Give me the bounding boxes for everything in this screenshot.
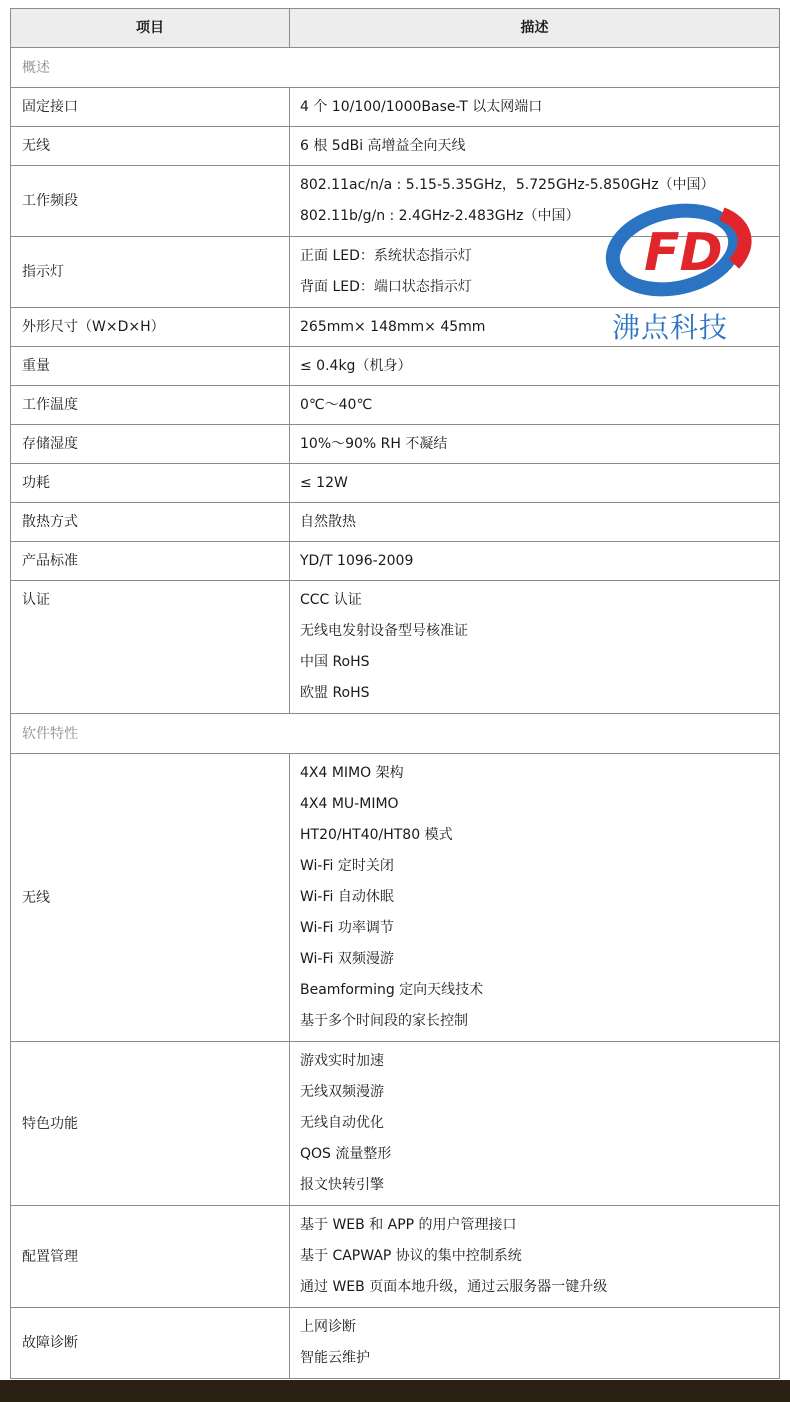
section-title: 概述 bbox=[11, 48, 780, 88]
description-line: 4X4 MIMO 架构 bbox=[300, 765, 404, 781]
row-label: 认证 bbox=[11, 581, 290, 714]
table-row bbox=[11, 347, 780, 386]
table-row bbox=[11, 464, 780, 503]
table-row bbox=[11, 503, 780, 542]
row-description bbox=[290, 425, 780, 464]
table-row bbox=[11, 1206, 780, 1308]
description-line: 4X4 MU-MIMO bbox=[300, 796, 399, 812]
description-line: 802.11b/g/n : 2.4GHz-2.483GHz（中国） bbox=[300, 208, 580, 224]
description-line: 欧盟 RoHS bbox=[300, 685, 370, 701]
description-line: QOS 流量整形 bbox=[300, 1146, 392, 1162]
description-line: 4 个 10/100/1000Base-T 以太网端口 bbox=[300, 98, 543, 115]
description-line: 265mm× 148mm× 45mm bbox=[300, 318, 486, 335]
section-title: 软件特性 bbox=[11, 714, 780, 754]
row-label: 无线 bbox=[11, 754, 290, 1042]
row-description bbox=[290, 581, 780, 714]
table-row bbox=[11, 581, 780, 714]
row-description bbox=[290, 1308, 780, 1379]
row-label: 配置管理 bbox=[11, 1206, 290, 1308]
row-label: 功耗 bbox=[11, 464, 290, 503]
description-line: ≤ 0.4kg（机身） bbox=[300, 357, 412, 374]
description-line: 报文快转引擎 bbox=[300, 1177, 384, 1193]
description-line: 通过 WEB 页面本地升级，通过云服务器一键升级 bbox=[300, 1279, 608, 1295]
table-row bbox=[11, 542, 780, 581]
row-label: 故障诊断 bbox=[11, 1308, 290, 1379]
header-desc: 描述 bbox=[290, 9, 780, 48]
row-label: 工作频段 bbox=[11, 166, 290, 237]
row-description bbox=[290, 88, 780, 127]
description-line: 802.11ac/n/a : 5.15-5.35GHz，5.725GHz-5.850GHz（中国） bbox=[300, 177, 715, 193]
description-line: Beamforming 定向天线技术 bbox=[300, 982, 484, 998]
table-row bbox=[11, 386, 780, 425]
header-item: 项目 bbox=[11, 9, 290, 48]
row-label: 无线 bbox=[11, 127, 290, 166]
description-line: Wi-Fi 双频漫游 bbox=[300, 951, 394, 967]
row-description bbox=[290, 1042, 780, 1206]
table-header-row bbox=[11, 9, 780, 48]
row-description bbox=[290, 127, 780, 166]
row-label: 存储湿度 bbox=[11, 425, 290, 464]
row-label: 散热方式 bbox=[11, 503, 290, 542]
description-line: 上网诊断 bbox=[300, 1319, 356, 1335]
watermark-text: 沸点科技 bbox=[612, 311, 729, 344]
table-row bbox=[11, 425, 780, 464]
description-line: 0℃～40℃ bbox=[300, 396, 373, 413]
row-label: 指示灯 bbox=[11, 237, 290, 308]
description-line: 智能云维护 bbox=[300, 1350, 370, 1366]
description-line: 自然散热 bbox=[300, 513, 356, 530]
description-line: 游戏实时加速 bbox=[300, 1053, 384, 1069]
row-label: 固定接口 bbox=[11, 88, 290, 127]
row-description bbox=[290, 386, 780, 425]
row-label: 产品标准 bbox=[11, 542, 290, 581]
row-description bbox=[290, 1206, 780, 1308]
row-description bbox=[290, 754, 780, 1042]
description-line: YD/T 1096-2009 bbox=[300, 552, 414, 569]
fd-logo-letters: FD bbox=[644, 223, 723, 283]
row-description bbox=[290, 347, 780, 386]
table-row bbox=[11, 88, 780, 127]
row-label: 工作温度 bbox=[11, 386, 290, 425]
table-row bbox=[11, 1042, 780, 1206]
section-row bbox=[11, 48, 780, 88]
description-line: Wi-Fi 功率调节 bbox=[300, 920, 394, 936]
description-line: 中国 RoHS bbox=[300, 654, 370, 670]
table-row bbox=[11, 754, 780, 1042]
description-line: 背面 LED：端口状态指示灯 bbox=[300, 279, 472, 295]
description-line: 基于 WEB 和 APP 的用户管理接口 bbox=[300, 1217, 517, 1233]
description-line: 10%～90% RH 不凝结 bbox=[300, 435, 448, 452]
table-row bbox=[11, 1308, 780, 1379]
row-description bbox=[290, 503, 780, 542]
description-line: 6 根 5dBi 高增益全向天线 bbox=[300, 137, 466, 154]
row-label: 外形尺寸（W×D×H） bbox=[11, 308, 290, 347]
section-row bbox=[11, 714, 780, 754]
row-description bbox=[290, 542, 780, 581]
description-line: 无线电发射设备型号核准证 bbox=[300, 623, 468, 639]
footer-bar bbox=[0, 1380, 790, 1402]
description-line: Wi-Fi 自动休眠 bbox=[300, 889, 394, 905]
description-line: 基于 CAPWAP 协议的集中控制系统 bbox=[300, 1248, 522, 1264]
description-line: CCC 认证 bbox=[300, 592, 362, 608]
row-label: 特色功能 bbox=[11, 1042, 290, 1206]
description-line: 正面 LED：系统状态指示灯 bbox=[300, 248, 472, 264]
description-line: 基于多个时间段的家长控制 bbox=[300, 1013, 468, 1029]
description-line: Wi-Fi 定时关闭 bbox=[300, 858, 394, 874]
table-row bbox=[11, 127, 780, 166]
description-line: ≤ 12W bbox=[300, 474, 348, 491]
description-line: 无线自动优化 bbox=[300, 1115, 384, 1131]
description-line: 无线双频漫游 bbox=[300, 1084, 384, 1100]
row-label: 重量 bbox=[11, 347, 290, 386]
description-line: HT20/HT40/HT80 模式 bbox=[300, 827, 453, 843]
row-description bbox=[290, 464, 780, 503]
